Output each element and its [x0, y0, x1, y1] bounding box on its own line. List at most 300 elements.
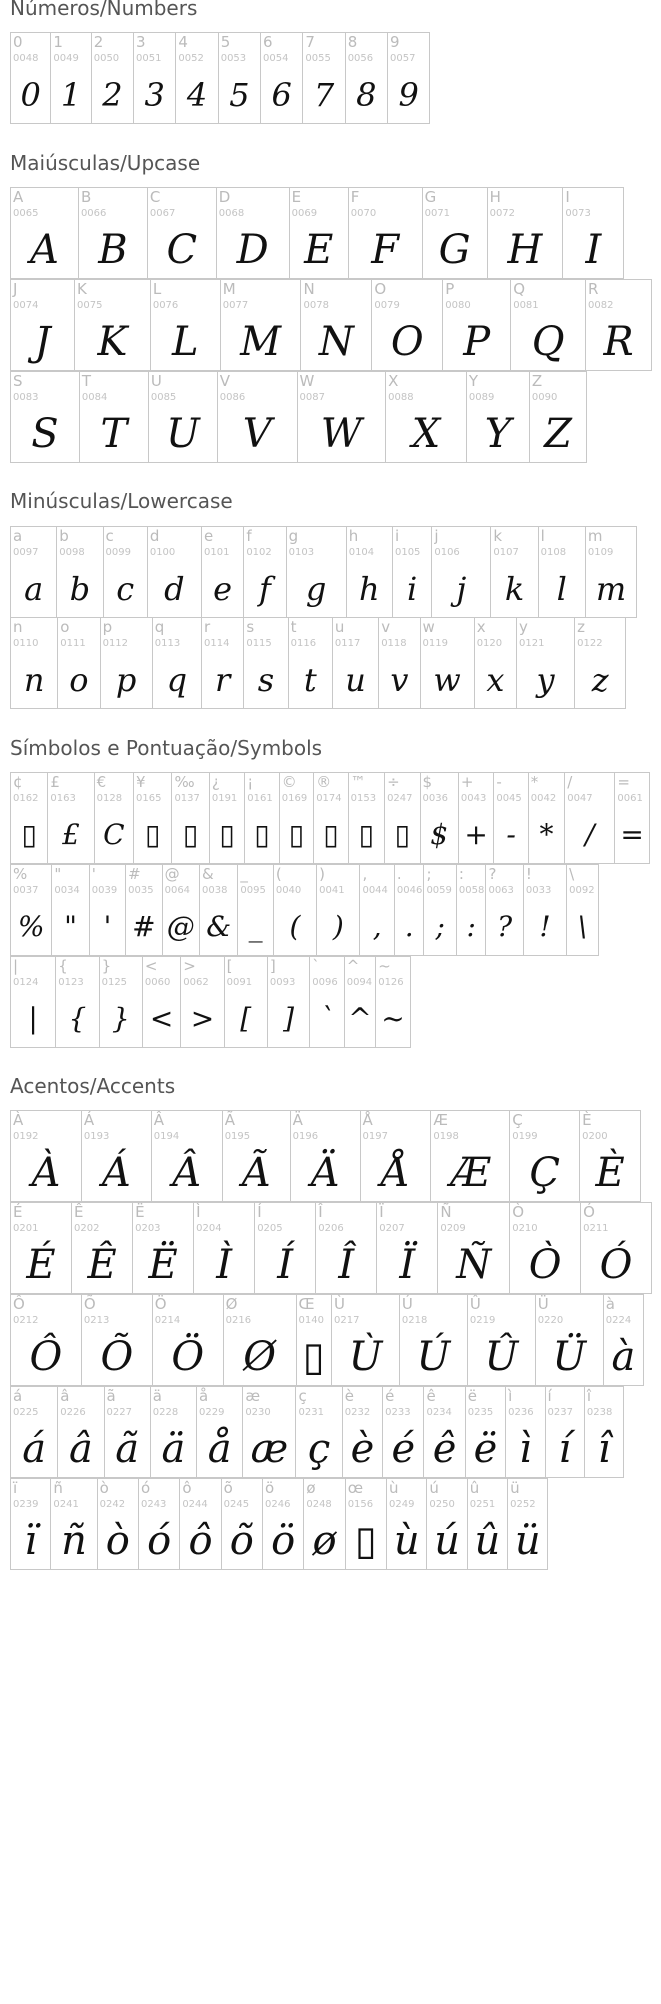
glyph-cell[interactable]: [585, 526, 637, 618]
glyph-code-label: 0039: [91, 885, 118, 896]
glyph-cell[interactable]: [564, 772, 615, 864]
glyph-code-label: 0245: [223, 1499, 250, 1510]
glyph-cell[interactable]: [74, 279, 151, 371]
glyph-character-label: W: [299, 372, 315, 390]
glyph-cell[interactable]: [603, 1294, 644, 1386]
glyph-cell[interactable]: [485, 864, 523, 956]
glyph-code-label: 0069: [291, 208, 318, 219]
glyph-cell[interactable]: [222, 1110, 291, 1202]
glyph-cell[interactable]: [201, 617, 244, 709]
glyph-character-label: ™: [350, 773, 366, 791]
glyph-character-label: {: [58, 957, 68, 975]
glyph-code-label: 0230: [245, 1407, 271, 1418]
glyph-cell[interactable]: [100, 617, 153, 709]
glyph-character-label: q: [154, 618, 165, 636]
glyph-preview: #: [132, 910, 156, 943]
glyph-row: [10, 1110, 640, 1202]
glyph-cell[interactable]: [348, 772, 385, 864]
glyph-preview: 6: [271, 76, 292, 114]
glyph-cell[interactable]: [99, 956, 143, 1048]
glyph-character-label: ;: [426, 865, 432, 883]
glyph-cell[interactable]: [516, 617, 575, 709]
glyph-code-label: 0205: [257, 1223, 283, 1234]
glyph-cell[interactable]: [71, 1202, 133, 1294]
glyph-cell[interactable]: [150, 1386, 197, 1478]
glyph-cell[interactable]: [296, 1294, 332, 1386]
glyph-cell[interactable]: [151, 1110, 223, 1202]
glyph-cell[interactable]: [262, 1478, 304, 1570]
glyph-preview: r: [215, 661, 231, 699]
glyph-character-label: z: [577, 618, 585, 636]
glyph-code-label: 0140: [298, 1315, 324, 1326]
glyph-preview: _: [248, 910, 263, 943]
glyph-cell[interactable]: [196, 1386, 243, 1478]
glyph-cell[interactable]: [147, 187, 217, 279]
glyph-cell[interactable]: [279, 772, 314, 864]
glyph-character-label: a: [13, 527, 23, 545]
glyph-cell[interactable]: [442, 279, 511, 371]
glyph-code-label: 0036: [422, 793, 448, 804]
glyph-character-label: F: [350, 188, 360, 206]
glyph-cell[interactable]: [426, 1478, 467, 1570]
glyph-character-label: ¥: [136, 773, 146, 791]
glyph-cell[interactable]: [342, 1386, 383, 1478]
glyph-cell[interactable]: [94, 772, 134, 864]
glyph-cell[interactable]: [199, 864, 238, 956]
glyph-preview: è: [350, 1426, 375, 1472]
glyph-cell[interactable]: [10, 1386, 58, 1478]
glyph-cell[interactable]: [332, 617, 379, 709]
glyph-cell[interactable]: [224, 956, 268, 1048]
glyph-cell[interactable]: [386, 1478, 427, 1570]
glyph-cell[interactable]: [614, 772, 649, 864]
glyph-row: [10, 772, 649, 864]
glyph-code-label: 0047: [567, 793, 593, 804]
glyph-cell[interactable]: [10, 956, 56, 1048]
glyph-preview: S: [31, 411, 59, 457]
glyph-cell[interactable]: [490, 526, 538, 618]
glyph-preview: <: [149, 1002, 174, 1035]
glyph-code-label: 0165: [136, 793, 162, 804]
section-title: Acentos/Accents: [10, 1074, 176, 1098]
glyph-preview: l: [556, 570, 567, 608]
glyph-preview: =: [620, 818, 644, 851]
glyph-cell[interactable]: [138, 1478, 180, 1570]
glyph-cell[interactable]: [10, 617, 58, 709]
glyph-cell[interactable]: [466, 371, 530, 463]
glyph-cell[interactable]: [579, 1110, 641, 1202]
glyph-cell[interactable]: [267, 956, 310, 1048]
glyph-character-label: ã: [106, 1387, 116, 1405]
glyph-cell[interactable]: [346, 526, 393, 618]
glyph-cell[interactable]: [57, 617, 100, 709]
glyph-cell[interactable]: [289, 187, 349, 279]
glyph-cell[interactable]: [180, 956, 224, 1048]
glyph-code-label: 0099: [105, 547, 131, 558]
glyph-cell[interactable]: [132, 1202, 194, 1294]
glyph-cell[interactable]: [456, 864, 487, 956]
glyph-cell[interactable]: [359, 864, 394, 956]
glyph-code-label: 0102: [246, 547, 272, 558]
glyph-preview: T: [100, 411, 128, 457]
glyph-cell[interactable]: [147, 526, 202, 618]
glyph-cell[interactable]: [237, 864, 273, 956]
glyph-cell[interactable]: [171, 772, 209, 864]
glyph-preview: ▯: [145, 818, 161, 851]
glyph-character-label: s: [246, 618, 255, 636]
glyph-character-label: 5: [220, 33, 231, 51]
glyph-code-label: 0098: [59, 547, 85, 558]
glyph-row: [10, 371, 586, 463]
glyph-preview: {: [68, 1002, 87, 1035]
glyph-preview: J: [34, 319, 51, 365]
glyph-cell[interactable]: [510, 279, 586, 371]
glyph-cell[interactable]: [133, 772, 172, 864]
glyph-cell[interactable]: [10, 187, 79, 279]
glyph-cell[interactable]: [193, 1202, 255, 1294]
glyph-cell[interactable]: [103, 526, 148, 618]
glyph-cell[interactable]: [81, 1294, 153, 1386]
glyph-cell[interactable]: [254, 1202, 316, 1294]
glyph-cell[interactable]: [394, 864, 425, 956]
glyph-cell[interactable]: [545, 1386, 585, 1478]
glyph-cell[interactable]: [474, 617, 517, 709]
glyph-cell[interactable]: [133, 32, 176, 124]
glyph-code-label: 0071: [424, 208, 451, 219]
glyph-cell[interactable]: [423, 864, 456, 956]
glyph-cell[interactable]: [315, 1202, 377, 1294]
glyph-cell[interactable]: [244, 772, 279, 864]
glyph-cell[interactable]: [309, 956, 344, 1048]
glyph-preview: Õ: [100, 1334, 134, 1380]
glyph-code-label: 0239: [13, 1499, 39, 1510]
glyph-cell[interactable]: [104, 1386, 151, 1478]
glyph-preview: ì: [518, 1426, 532, 1472]
glyph-cell[interactable]: [10, 1110, 82, 1202]
glyph-cell[interactable]: [509, 1202, 581, 1294]
glyph-cell[interactable]: [216, 187, 290, 279]
glyph-preview: *: [539, 818, 554, 851]
glyph-preview: Á: [101, 1150, 131, 1196]
glyph-preview: k: [504, 570, 525, 608]
glyph-code-label: 0169: [281, 793, 308, 804]
glyph-cell[interactable]: [574, 617, 626, 709]
glyph-character-label: Ü: [537, 1295, 549, 1313]
glyph-cell[interactable]: [385, 371, 467, 463]
glyph-code-label: 0033: [525, 885, 552, 896]
glyph-cell[interactable]: [142, 956, 181, 1048]
glyph-cell[interactable]: [10, 279, 75, 371]
glyph-code-label: 0198: [433, 1131, 459, 1142]
glyph-cell[interactable]: [125, 864, 162, 956]
glyph-character-label: _: [240, 865, 248, 883]
glyph-cell[interactable]: [10, 1478, 51, 1570]
glyph-code-label: 0095: [240, 885, 266, 896]
glyph-cell[interactable]: [535, 1294, 604, 1386]
glyph-character-label: Â: [153, 1111, 165, 1129]
glyph-preview: M: [240, 319, 282, 365]
glyph-cell[interactable]: [148, 371, 218, 463]
glyph-cell[interactable]: [10, 526, 57, 618]
glyph-character-label: Q: [513, 280, 526, 298]
glyph-cell[interactable]: [387, 32, 430, 124]
glyph-cell[interactable]: [344, 956, 377, 1048]
glyph-cell[interactable]: [295, 1386, 342, 1478]
glyph-cell[interactable]: [345, 1478, 387, 1570]
glyph-preview: p: [115, 661, 137, 699]
glyph-code-label: 0113: [154, 638, 181, 649]
glyph-preview: £: [62, 818, 80, 851]
glyph-preview: y: [536, 661, 555, 699]
glyph-cell[interactable]: [201, 526, 244, 618]
glyph-preview: D: [236, 227, 269, 273]
glyph-cell[interactable]: [10, 371, 80, 463]
glyph-code-label: 0137: [174, 793, 200, 804]
glyph-cell[interactable]: [152, 1294, 224, 1386]
glyph-code-label: 0062: [183, 977, 209, 988]
glyph-cell[interactable]: [566, 864, 599, 956]
glyph-code-label: 0043: [460, 793, 487, 804]
glyph-cell[interactable]: [10, 864, 52, 956]
glyph-code-label: 0041: [319, 885, 345, 896]
glyph-cell[interactable]: [273, 864, 317, 956]
glyph-code-label: 0153: [350, 793, 377, 804]
glyph-code-label: 0201: [13, 1223, 39, 1234]
glyph-cell[interactable]: [562, 187, 624, 279]
glyph-cell[interactable]: [286, 526, 347, 618]
glyph-code-label: 0219: [469, 1315, 496, 1326]
glyph-cell[interactable]: [420, 617, 475, 709]
glyph-cell[interactable]: [458, 772, 494, 864]
glyph-preview: 4: [186, 76, 208, 114]
glyph-preview: h: [359, 570, 380, 608]
glyph-cell[interactable]: [50, 32, 91, 124]
glyph-character-label: ¢: [13, 773, 23, 791]
glyph-character-label: 4: [178, 33, 188, 51]
glyph-cell[interactable]: [243, 617, 288, 709]
glyph-cell[interactable]: [10, 32, 51, 124]
glyph-character-label: g: [288, 527, 299, 545]
glyph-code-label: 0227: [106, 1407, 132, 1418]
glyph-cell[interactable]: [528, 772, 565, 864]
glyph-cell[interactable]: [217, 371, 298, 463]
glyph-cell[interactable]: [260, 32, 303, 124]
glyph-character-label: +: [460, 773, 474, 791]
glyph-cell[interactable]: [509, 1110, 580, 1202]
glyph-preview: .: [404, 910, 414, 943]
glyph-cell[interactable]: [78, 187, 148, 279]
glyph-character-label: û: [469, 1479, 480, 1497]
glyph-cell[interactable]: [57, 1386, 104, 1478]
glyph-cell[interactable]: [378, 617, 420, 709]
glyph-code-label: 0121: [519, 638, 545, 649]
glyph-cell[interactable]: [313, 772, 348, 864]
glyph-cell[interactable]: [384, 772, 420, 864]
glyph-cell[interactable]: [220, 279, 302, 371]
glyph-character-label: >: [183, 957, 196, 975]
glyph-code-label: 0246: [265, 1499, 291, 1510]
glyph-cell[interactable]: [467, 1478, 508, 1570]
glyph-cell[interactable]: [175, 32, 218, 124]
glyph-code-label: 0063: [488, 885, 514, 896]
glyph-cell[interactable]: [152, 617, 202, 709]
glyph-cell[interactable]: [465, 1386, 506, 1478]
glyph-cell[interactable]: [10, 772, 48, 864]
glyph-code-label: 0214: [154, 1315, 181, 1326]
glyph-preview: q: [166, 661, 188, 699]
glyph-preview: 0: [20, 76, 41, 114]
glyph-cell[interactable]: [392, 526, 432, 618]
glyph-character-label: ä: [152, 1387, 162, 1405]
glyph-cell[interactable]: [360, 1110, 432, 1202]
glyph-preview: Û: [484, 1334, 519, 1380]
glyph-character-label: Ñ: [440, 1203, 452, 1221]
glyph-character-label: H: [489, 188, 501, 206]
glyph-cell[interactable]: [523, 864, 567, 956]
glyph-cell[interactable]: [55, 956, 99, 1048]
glyph-preview: ñ: [61, 1518, 87, 1564]
glyph-code-label: 0125: [101, 977, 128, 988]
glyph-code-label: 0194: [153, 1131, 180, 1142]
glyph-cell[interactable]: [150, 279, 221, 371]
glyph-code-label: 0220: [537, 1315, 564, 1326]
glyph-cell[interactable]: [420, 772, 459, 864]
glyph-cell[interactable]: [218, 32, 261, 124]
glyph-cell[interactable]: [56, 526, 103, 618]
glyph-cell[interactable]: [81, 1110, 152, 1202]
glyph-cell[interactable]: [179, 1478, 221, 1570]
glyph-character-label: õ: [223, 1479, 233, 1497]
glyph-preview: ä: [161, 1426, 186, 1472]
glyph-code-label: 0104: [348, 547, 375, 558]
glyph-cell[interactable]: [585, 279, 652, 371]
glyph-cell[interactable]: [302, 32, 345, 124]
glyph-cell[interactable]: [297, 371, 387, 463]
glyph-cell[interactable]: [79, 371, 149, 463]
glyph-code-label: 0116: [290, 638, 317, 649]
glyph-code-label: 0209: [440, 1223, 466, 1234]
glyph-character-label: é: [385, 1387, 395, 1405]
glyph-preview: V: [242, 411, 272, 457]
glyph-cell[interactable]: [51, 864, 89, 956]
glyph-cell[interactable]: [209, 772, 245, 864]
glyph-character-label: P: [445, 280, 455, 298]
glyph-cell[interactable]: [50, 1478, 97, 1570]
glyph-character-label: l: [540, 527, 545, 545]
glyph-preview: ã: [115, 1426, 140, 1472]
glyph-preview: Ú: [416, 1334, 451, 1380]
glyph-code-label: 0238: [586, 1407, 613, 1418]
glyph-cell[interactable]: [331, 1294, 400, 1386]
glyph-cell[interactable]: [300, 279, 372, 371]
glyph-code-label: 0119: [422, 638, 448, 649]
glyph-cell[interactable]: [89, 864, 126, 956]
glyph-cell[interactable]: [538, 526, 586, 618]
glyph-code-label: 0066: [80, 208, 107, 219]
glyph-character-label: (: [275, 865, 282, 883]
glyph-character-label: â: [60, 1387, 70, 1405]
glyph-cell[interactable]: [507, 1478, 548, 1570]
glyph-cell[interactable]: [243, 526, 286, 618]
glyph-code-label: 0236: [508, 1407, 534, 1418]
glyph-preview: ú: [434, 1518, 460, 1564]
glyph-cell[interactable]: [290, 1110, 361, 1202]
glyph-cell[interactable]: [423, 1386, 465, 1478]
glyph-cell[interactable]: [431, 526, 491, 618]
glyph-cell[interactable]: [493, 772, 528, 864]
glyph-preview: @: [166, 910, 195, 943]
glyph-row: [10, 1294, 643, 1386]
glyph-preview: ô: [188, 1518, 213, 1564]
glyph-cell[interactable]: [162, 864, 200, 956]
glyph-code-label: 0057: [390, 53, 416, 64]
glyph-character-label: î: [586, 1387, 592, 1405]
glyph-preview: ï: [24, 1518, 38, 1564]
glyph-row: [10, 1386, 623, 1478]
glyph-cell[interactable]: [316, 864, 360, 956]
glyph-cell[interactable]: [487, 187, 564, 279]
glyph-code-label: 0233: [385, 1407, 411, 1418]
glyph-cell[interactable]: [221, 1478, 263, 1570]
glyph-preview: }: [111, 1002, 130, 1035]
glyph-cell[interactable]: [97, 1478, 139, 1570]
glyph-cell[interactable]: [91, 32, 134, 124]
glyph-row: [10, 526, 636, 618]
glyph-character-label: Å: [362, 1111, 373, 1129]
glyph-cell[interactable]: [467, 1294, 536, 1386]
glyph-cell[interactable]: [242, 1386, 296, 1478]
glyph-character-label: h: [348, 527, 359, 545]
glyph-cell[interactable]: [303, 1478, 345, 1570]
glyph-code-label: 0120: [476, 638, 503, 649]
glyph-cell[interactable]: [437, 1202, 510, 1294]
glyph-cell[interactable]: [382, 1386, 424, 1478]
glyph-cell[interactable]: [345, 32, 388, 124]
glyph-cell[interactable]: [399, 1294, 468, 1386]
glyph-cell[interactable]: [10, 1202, 72, 1294]
glyph-cell[interactable]: [348, 187, 423, 279]
glyph-cell[interactable]: [47, 772, 94, 864]
glyph-character-label: 0: [13, 33, 23, 51]
glyph-preview: \: [577, 910, 588, 943]
glyph-cell[interactable]: [529, 371, 587, 463]
glyph-cell[interactable]: [376, 1202, 438, 1294]
glyph-cell[interactable]: [580, 1202, 652, 1294]
glyph-cell[interactable]: [422, 187, 488, 279]
glyph-preview: ,: [372, 910, 382, 943]
glyph-code-label: 0105: [394, 547, 421, 558]
glyph-character-label: À: [13, 1111, 24, 1129]
glyph-preview: m: [595, 570, 627, 608]
glyph-cell[interactable]: [288, 617, 333, 709]
glyph-character-label: I: [565, 188, 570, 206]
glyph-preview: n: [23, 661, 45, 699]
glyph-character-label: Ó: [583, 1203, 595, 1221]
glyph-cell[interactable]: [10, 1294, 82, 1386]
glyph-code-label: 0081: [513, 300, 539, 311]
glyph-code-label: 0244: [182, 1499, 208, 1510]
glyph-cell[interactable]: [584, 1386, 624, 1478]
glyph-preview: ▯: [182, 818, 199, 851]
glyph-character-label: Ø: [225, 1295, 238, 1313]
glyph-cell[interactable]: [371, 279, 443, 371]
glyph-preview: g: [305, 570, 327, 608]
glyph-cell[interactable]: [375, 956, 410, 1048]
glyph-cell[interactable]: [430, 1110, 510, 1202]
glyph-cell[interactable]: [505, 1386, 545, 1478]
glyph-code-label: 0213: [83, 1315, 110, 1326]
glyph-cell[interactable]: [223, 1294, 297, 1386]
